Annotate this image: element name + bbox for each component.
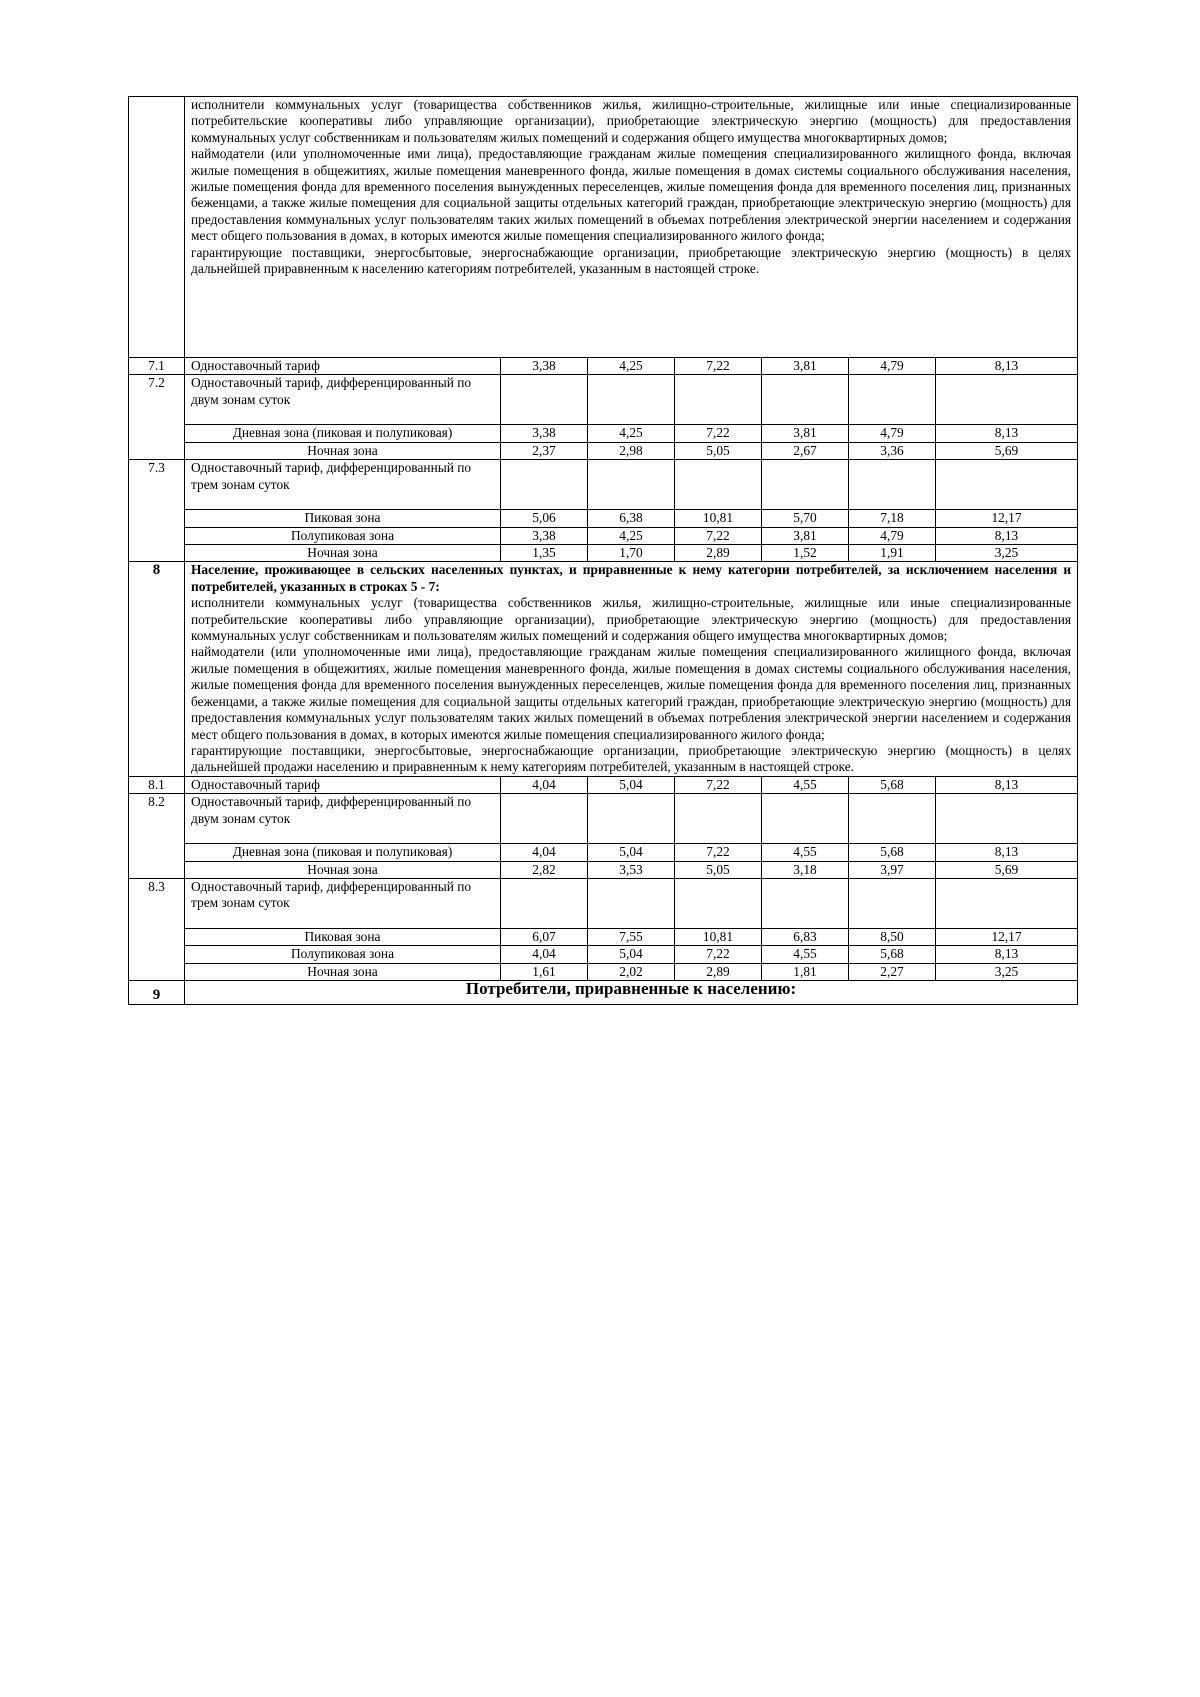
value-cell: 2,89	[675, 963, 762, 980]
value-cell	[849, 375, 936, 425]
table-row	[129, 545, 1078, 562]
value-cell: 2,02	[588, 963, 675, 980]
row-index: 7.2	[129, 375, 185, 460]
value-cell: 2,89	[675, 545, 762, 562]
zone-label: Ночная зона	[185, 545, 501, 562]
value-cell: 1,81	[762, 963, 849, 980]
value-cell: 6,83	[762, 928, 849, 945]
value-cell	[849, 794, 936, 844]
row-label: Одноставочный тариф	[185, 776, 501, 793]
value-cell: 4,55	[762, 844, 849, 861]
value-cell: 12,17	[936, 928, 1078, 945]
zone-label: Ночная зона	[185, 861, 501, 878]
value-cell: 3,81	[762, 527, 849, 544]
value-cell	[501, 878, 588, 928]
row-index: 8.1	[129, 776, 185, 793]
value-cell	[675, 375, 762, 425]
table-row	[129, 963, 1078, 980]
value-cell: 4,55	[762, 946, 849, 963]
value-cell	[762, 375, 849, 425]
table-row	[129, 794, 1078, 844]
row-index-cell	[129, 97, 185, 358]
row-label: Одноставочный тариф, дифференцированный по трем зонам суток	[185, 460, 501, 510]
value-cell: 1,52	[762, 545, 849, 562]
value-cell: 2,67	[762, 442, 849, 459]
value-cell	[588, 375, 675, 425]
table-row	[129, 928, 1078, 945]
row-index: 7.1	[129, 358, 185, 375]
value-cell: 4,25	[588, 358, 675, 375]
value-cell: 8,50	[849, 928, 936, 945]
table-row	[129, 946, 1078, 963]
value-cell: 3,97	[849, 861, 936, 878]
table-row	[129, 510, 1078, 527]
value-cell	[762, 794, 849, 844]
value-cell: 4,25	[588, 425, 675, 442]
value-cell: 7,18	[849, 510, 936, 527]
value-cell: 4,79	[849, 425, 936, 442]
value-cell	[762, 878, 849, 928]
value-cell: 2,27	[849, 963, 936, 980]
table-row	[129, 981, 1078, 1004]
value-cell: 12,17	[936, 510, 1078, 527]
table-row	[129, 375, 1078, 425]
value-cell: 7,22	[675, 946, 762, 963]
value-cell	[588, 460, 675, 510]
row-index: 7.3	[129, 460, 185, 562]
table-row	[129, 861, 1078, 878]
value-cell	[675, 460, 762, 510]
description-paragraph: гарантирующие поставщики, энергосбытовые, энергоснабжающие организации, приобретающие электрическую энергию (мощность) в целях дальнейшей продажи населению и приравненным к нему категориям потребителей, указанным в настоящей строке.	[191, 742, 1072, 775]
value-cell: 1,61	[501, 963, 588, 980]
value-cell: 7,22	[675, 358, 762, 375]
value-cell: 2,37	[501, 442, 588, 459]
value-cell: 4,55	[762, 776, 849, 793]
value-cell: 3,38	[501, 527, 588, 544]
value-cell: 7,22	[675, 425, 762, 442]
value-cell: 5,04	[588, 946, 675, 963]
row-label: Одноставочный тариф, дифференцированный по двум зонам суток	[185, 375, 501, 425]
value-cell: 8,13	[936, 527, 1078, 544]
description-paragraph: наймодатели (или уполномоченные ими лица), предоставляющие гражданам жилые помещения специализированного жилищного фонда, включая жилые помещения в общежитиях, жилые помещения маневренного фонда, жилые помещения в домах системы социального обслуживания населения, жилые помещения фонда для временного поселения вынужденных переселенцев, жилые помещения фонда для временного поселения лиц, признанных беженцами, а также жилые помещения для социальной защиты отдельных категорий граждан, приобретающие электрическую энергию (мощность) для предоставления коммунальных услуг пользователям таких жилых помещений в объемах потребления электрической энергии населением и содержания мест общего пользования в домах, в которых имеются жилые помещения специализированного жилого фонда;	[191, 644, 1072, 742]
zone-label: Ночная зона	[185, 442, 501, 459]
zone-label: Полупиковая зона	[185, 527, 501, 544]
value-cell: 3,38	[501, 425, 588, 442]
value-cell: 7,55	[588, 928, 675, 945]
value-cell: 5,68	[849, 776, 936, 793]
value-cell: 8,13	[936, 776, 1078, 793]
value-cell: 5,68	[849, 946, 936, 963]
row-label: Одноставочный тариф, дифференцированный по двум зонам суток	[185, 794, 501, 844]
value-cell: 4,04	[501, 776, 588, 793]
value-cell: 4,79	[849, 527, 936, 544]
zone-label: Дневная зона (пиковая и полупиковая)	[185, 844, 501, 861]
value-cell: 8,13	[936, 946, 1078, 963]
table-row	[129, 776, 1078, 793]
value-cell: 5,70	[762, 510, 849, 527]
value-cell: 3,81	[762, 358, 849, 375]
value-cell: 3,38	[501, 358, 588, 375]
zone-label: Полупиковая зона	[185, 946, 501, 963]
zone-label: Ночная зона	[185, 963, 501, 980]
value-cell: 3,25	[936, 963, 1078, 980]
value-cell: 3,18	[762, 861, 849, 878]
table-row	[129, 562, 1078, 776]
value-cell	[762, 460, 849, 510]
description-cell	[185, 562, 1078, 776]
description-paragraph: исполнители коммунальных услуг (товарищества собственников жилья, жилищно-строительные, жилищные или иные специализированные потребительские кооперативы либо управляющие организации), приобретающие электрическую энергию (мощность) для предоставления коммунальных услуг собственникам и пользователям жилых помещений и содержания общего имущества многоквартирных домов;	[191, 97, 1072, 145]
table-row	[129, 844, 1078, 861]
row-index: 8.3	[129, 878, 185, 980]
value-cell: 5,69	[936, 442, 1078, 459]
row-label: Одноставочный тариф	[185, 358, 501, 375]
value-cell: 1,35	[501, 545, 588, 562]
row-index: 8.2	[129, 794, 185, 879]
value-cell: 5,04	[588, 844, 675, 861]
table-row	[129, 527, 1078, 544]
value-cell: 8,13	[936, 358, 1078, 375]
value-cell	[675, 878, 762, 928]
value-cell: 8,13	[936, 425, 1078, 442]
value-cell: 3,53	[588, 861, 675, 878]
value-cell: 6,07	[501, 928, 588, 945]
value-cell	[675, 794, 762, 844]
value-cell	[588, 878, 675, 928]
value-cell: 6,38	[588, 510, 675, 527]
value-cell	[501, 375, 588, 425]
value-cell: 3,25	[936, 545, 1078, 562]
value-cell	[936, 794, 1078, 844]
value-cell: 5,05	[675, 442, 762, 459]
value-cell: 8,13	[936, 844, 1078, 861]
section-title: Потребители, приравненные к населению:	[185, 981, 1078, 1004]
value-cell: 10,81	[675, 928, 762, 945]
value-cell: 4,79	[849, 358, 936, 375]
value-cell: 4,04	[501, 946, 588, 963]
value-cell	[849, 460, 936, 510]
description-paragraph: исполнители коммунальных услуг (товарищества собственников жилья, жилищно-строительные, жилищные или иные специализированные потребительские кооперативы либо управляющие организации), приобретающие электрическую энергию (мощность) для предоставления коммунальных услуг собственникам и пользователям жилых помещений и содержания общего имущества многоквартирных домов;	[191, 595, 1072, 644]
value-cell	[936, 375, 1078, 425]
zone-label: Пиковая зона	[185, 928, 501, 945]
value-cell	[936, 878, 1078, 928]
value-cell: 10,81	[675, 510, 762, 527]
value-cell: 5,06	[501, 510, 588, 527]
value-cell: 1,91	[849, 545, 936, 562]
table-row	[129, 358, 1078, 375]
description-cell	[185, 97, 1078, 358]
value-cell	[501, 794, 588, 844]
value-cell: 3,81	[762, 425, 849, 442]
value-cell: 2,82	[501, 861, 588, 878]
section-index: 8	[129, 562, 185, 776]
value-cell: 7,22	[675, 527, 762, 544]
tariff-table	[128, 96, 1078, 1005]
value-cell	[936, 460, 1078, 510]
table-row	[129, 442, 1078, 459]
value-cell: 5,04	[588, 776, 675, 793]
description-paragraph: наймодатели (или уполномоченные ими лица), предоставляющие гражданам жилые помещения специализированного жилищного фонда, включая жилые помещения в общежитиях, жилые помещения маневренного фонда, жилые помещения в домах системы социального обслуживания населения, жилые помещения фонда для временного поселения вынужденных переселенцев, жилые помещения фонда для временного поселения лиц, признанных беженцами, а также жилые помещения для социальной защиты отдельных категорий граждан, приобретающие электрическую энергию (мощность) для предоставления коммунальных услуг пользователям таких жилых помещений в объемах потребления электрической энергии населением и содержания мест общего пользования в домах, в которых имеются жилые помещения специализированного жилого фонда;	[191, 146, 1072, 244]
value-cell	[849, 878, 936, 928]
table-row	[129, 878, 1078, 928]
zone-label: Дневная зона (пиковая и полупиковая)	[185, 425, 501, 442]
value-cell: 4,25	[588, 527, 675, 544]
row-label: Одноставочный тариф, дифференцированный по трем зонам суток	[185, 878, 501, 928]
value-cell	[588, 794, 675, 844]
value-cell: 4,04	[501, 844, 588, 861]
description-paragraph: гарантирующие поставщики, энергосбытовые, энергоснабжающие организации, приобретающие электрическую энергию (мощность) в целях дальнейшей приравненным к населению категориям потребителей, указанным в настоящей строке.	[191, 244, 1072, 277]
value-cell	[501, 460, 588, 510]
table-row	[129, 460, 1078, 510]
value-cell: 1,70	[588, 545, 675, 562]
value-cell: 3,36	[849, 442, 936, 459]
value-cell: 2,98	[588, 442, 675, 459]
value-cell: 7,22	[675, 844, 762, 861]
table-row	[129, 97, 1078, 358]
table-row	[129, 425, 1078, 442]
value-cell: 5,05	[675, 861, 762, 878]
value-cell: 5,68	[849, 844, 936, 861]
value-cell: 5,69	[936, 861, 1078, 878]
section-index: 9	[129, 981, 185, 1004]
zone-label: Пиковая зона	[185, 510, 501, 527]
value-cell: 7,22	[675, 776, 762, 793]
section-heading: Население, проживающее в сельских населенных пунктах, и приравненные к нему категории потребителей, за исключением населения и потребителей, указанных в строках 5 - 7:	[191, 562, 1072, 594]
